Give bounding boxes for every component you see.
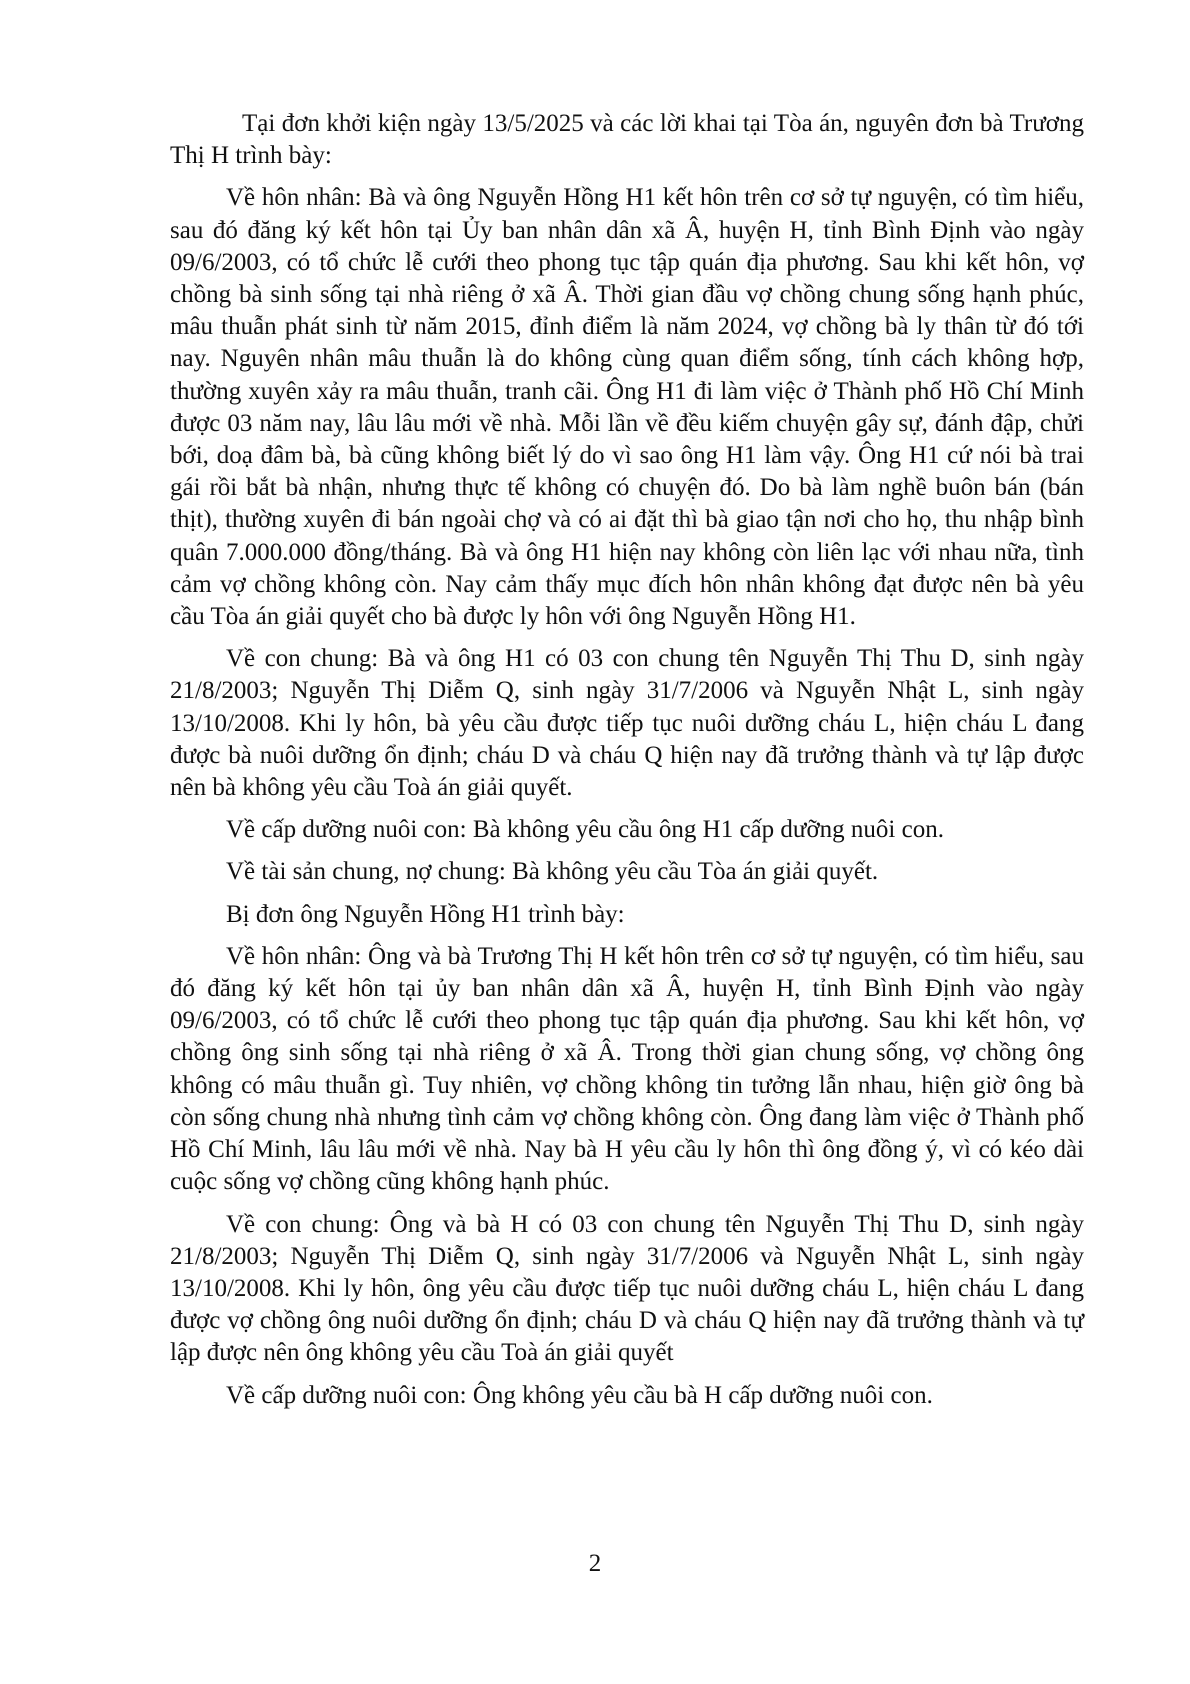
paragraph-defendant-child-support: Về cấp dưỡng nuôi con: Ông không yêu cầu bà H cấp dưỡng nuôi con.	[226, 1381, 933, 1409]
paragraph-defendant-marriage: Về hôn nhân: Ông và bà Trương Thị H kết hôn trên cơ sở tự nguyện, có tìm hiểu, sau đó đăng ký kết hôn tại ủy ban nhân dân xã Â, huyện H, tỉnh Bình Định vào ngày 09/6/2003, có tổ chức lễ cưới theo phong tục tập quán địa phương. Sau khi kết hôn, vợ chồng ông sinh sống tại nhà riêng ở xã Â. Trong thời gian chung sống, vợ chồng ông không có mâu thuẫn gì. Tuy nhiên, vợ chồng không tin tưởng lẫn nhau, hiện giờ ông bà còn sống chung nhà nhưng tình cảm vợ chồng không còn. Ông đang làm việc ở Thành phố Hồ Chí Minh, lâu lâu mới về nhà. Nay bà H yêu cầu ly hôn thì ông đồng ý, vì có kéo dài cuộc sống vợ chồng cũng không hạnh phúc.	[170, 942, 1084, 1196]
document-body	[170, 108, 1084, 1608]
paragraph-plaintiff-child-support: Về cấp dưỡng nuôi con: Bà không yêu cầu ông H1 cấp dưỡng nuôi con.	[226, 816, 944, 844]
page-number: 2	[588, 1550, 602, 1577]
paragraph-plaintiff-intro: Tại đơn khởi kiện ngày 13/5/2025 và các lời khai tại Tòa án, nguyên đơn bà Trương Thị H trình bày:	[170, 110, 1084, 170]
paragraph-plaintiff-marriage: Về hôn nhân: Bà và ông Nguyễn Hồng H1 kết hôn trên cơ sở tự nguyện, có tìm hiểu, sau đó đăng ký kết hôn tại Ủy ban nhân dân xã Â, huyện H, tỉnh Bình Định vào ngày 09/6/2003, có tổ chức lễ cưới theo phong tục tập quán địa phương. Sau khi kết hôn, vợ chồng bà sinh sống tại nhà riêng ở xã Â. Thời gian đầu vợ chồng chung sống hạnh phúc, mâu thuẫn phát sinh từ năm 2015, đỉnh điểm là năm 2024, vợ chồng bà ly thân từ đó tới nay. Nguyên nhân mâu thuẫn là do không cùng quan điểm sống, tính cách không hợp, thường xuyên xảy ra mâu thuẫn, tranh cãi. Ông H1 đi làm việc ở Thành phố Hồ Chí Minh được 03 năm nay, lâu lâu mới về nhà. Mỗi lần về đều kiếm chuyện gây sự, đánh đập, chửi bới, doạ đâm bà, bà cũng không biết lý do vì sao ông H1 làm vậy. Ông H1 cứ nói bà trai gái rồi bắt bà nhận, nhưng thực tế không có chuyện đó. Do bà làm nghề buôn bán (bán thịt), thường xuyên đi bán ngoài chợ và có ai đặt thì bà giao tận nơi cho họ, thu nhập bình quân 7.000.000 đồng/tháng. Bà và ông H1 hiện nay không còn liên lạc với nhau nữa, tình cảm vợ chồng không còn. Nay cảm thấy mục đích hôn nhân không đạt được nên bà yêu cầu Tòa án giải quyết cho bà được ly hôn với ông Nguyễn Hồng H1.	[170, 184, 1084, 631]
paragraph-plaintiff-children: Về con chung: Bà và ông H1 có 03 con chung tên Nguyễn Thị Thu D, sinh ngày 21/8/2003; Nguyễn Thị Diễm Q, sinh ngày 31/7/2006 và Nguyễn Nhật L, sinh ngày 13/10/2008. Khi ly hôn, bà yêu cầu được tiếp tục nuôi dưỡng cháu L, hiện cháu L đang được bà nuôi dưỡng ổn định; cháu D và cháu Q hiện nay đã trưởng thành và tự lập được nên bà không yêu cầu Toà án giải quyết.	[170, 645, 1084, 802]
paragraph-defendant-children: Về con chung: Ông và bà H có 03 con chung tên Nguyễn Thị Thu D, sinh ngày 21/8/2003; Nguyễn Thị Diễm Q, sinh ngày 31/7/2006 và Nguyễn Nhật L, sinh ngày 13/10/2008. Khi ly hôn, ông yêu cầu được tiếp tục nuôi dưỡng cháu L, hiện cháu L đang được vợ chồng ông nuôi dưỡng ổn định; cháu D và cháu Q hiện nay đã trưởng thành và tự lập được nên ông không yêu cầu Toà án giải quyết	[170, 1210, 1084, 1367]
paragraph-plaintiff-assets: Về tài sản chung, nợ chung: Bà không yêu cầu Tòa án giải quyết.	[226, 858, 879, 886]
paragraph-defendant-intro: Bị đơn ông Nguyễn Hồng H1 trình bày:	[226, 900, 625, 928]
